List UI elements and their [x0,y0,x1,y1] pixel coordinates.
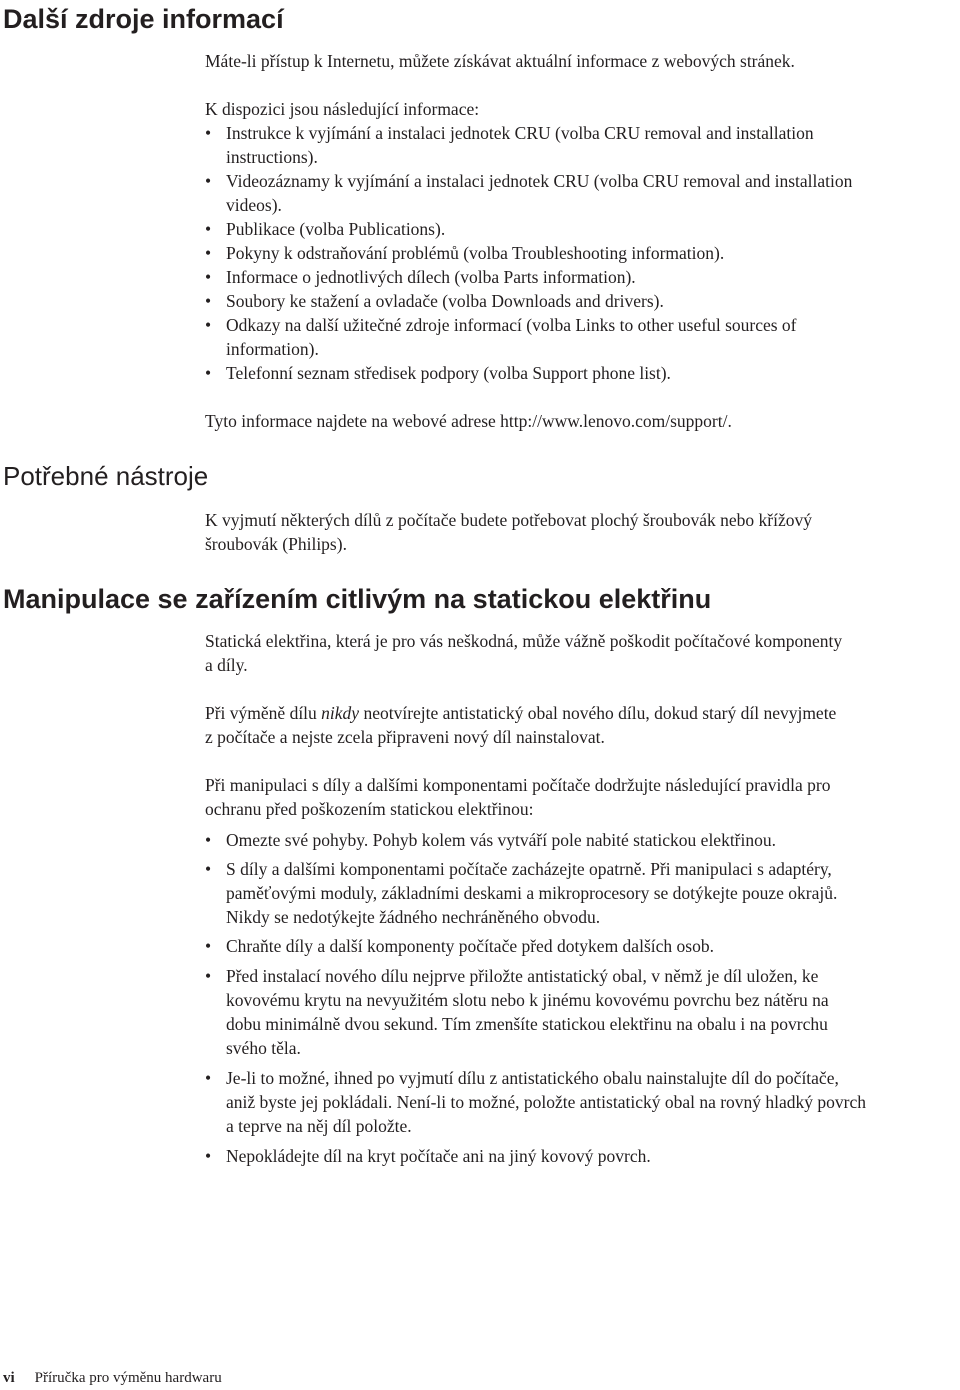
static-paragraph-3: Při manipulaci s díly a dalšími komponentami počítače dodržujte následující pravidla pro ochranu před poškozením statickou elektřinou: [205,775,831,819]
bullet-icon: • [205,123,212,143]
static-paragraph-2: Při výměně dílu nikdy neotvírejte antistatický obal nového dílu, dokud starý díl nevyjmete z počítače a nejste zcela připraveni nový díl nainstalovat. [205,703,837,747]
bullet-icon: • [205,243,212,263]
bullet-icon: • [205,859,212,879]
list-item: • Nepokládejte díl na kryt počítače ani na jiný kovový povrch. [205,1146,651,1166]
bullet-icon: • [205,936,212,956]
list-item: • Videozáznamy k vyjímání a instalaci jednotek CRU (volba CRU removal and installation videos). [205,171,853,215]
list-item: • Omezte své pohyby. Pohyb kolem vás vytváří pole nabité statickou elektřinou. [205,830,776,850]
bullet-icon: • [205,219,212,239]
list-item: • Chraňte díly a další komponenty počítače před dotykem dalších osob. [205,936,714,956]
list-item: • Pokyny k odstraňování problémů (volba Troubleshooting information). [205,243,725,263]
heading-resources: Další zdroje informací [3,4,284,34]
bullet-icon: • [205,171,212,191]
page-footer [3,1368,222,1388]
bullet-icon: • [205,1146,212,1166]
list-item: • Telefonní seznam středisek podpory (volba Support phone list). [205,363,671,383]
tools-text: K vyjmutí některých dílů z počítače budete potřebovat plochý šroubovák nebo křížový šroubovák (Philips). [205,510,812,554]
list-item: • Je-li to možné, ihned po vyjmutí dílu z antistatického obalu nainstalujte díl do počítače, aniž byste jej pokládali. Není-li to možné, položte antistatický obal na rovný hladký povrch a teprve na něj díl položte. [205,1068,867,1136]
list-item: • Instrukce k vyjímání a instalaci jednotek CRU (volba CRU removal and installation instructions). [205,123,814,167]
resources-available: K dispozici jsou následující informace: [205,99,480,119]
list-item: • Publikace (volba Publications). [205,219,446,239]
bullet-icon: • [205,267,212,287]
static-paragraph-1: Statická elektřina, která je pro vás neškodná, může vážně poškodit počítačové komponenty a díly. [205,631,843,675]
resources-intro: Máte-li přístup k Internetu, můžete získávat aktuální informace z webových stránek. [205,51,795,71]
bullet-icon: • [205,363,212,383]
bullet-icon: • [205,1068,212,1088]
bullet-icon: • [205,315,212,335]
list-item: • Informace o jednotlivých dílech (volba Parts information). [205,267,636,287]
bullet-icon: • [205,830,212,850]
heading-static: Manipulace se zařízením citlivým na statickou elektřinu [3,584,712,614]
list-item: • S díly a dalšími komponentami počítače zacházejte opatrně. Při manipulaci s adaptéry, paměťovými moduly, základními deskami a mikroprocesory se dotýkejte pouze okrajů. Nikdy se nedotýkejte žádného nechráněného obvodu. [205,859,838,927]
list-item: • Soubory ke stažení a ovladače (volba Downloads and drivers). [205,291,664,311]
list-item: • Odkazy na další užitečné zdroje informací (volba Links to other useful sources of information). [205,315,797,359]
bullet-icon: • [205,966,212,986]
list-item: • Před instalací nového dílu nejprve přiložte antistatický obal, v němž je díl uložen, ke kovovému krytu na nevyužitém slotu nebo k jinému kovovému povrchu bez nátěru na dobu minimálně dvou sekund. Tím zmenšíte statickou elektřinu na obalu i na povrchu svého těla. [205,966,829,1058]
heading-tools: Potřebné nástroje [3,461,209,491]
manual-title: Příručka pro výměnu hardwaru [34,1370,222,1386]
resources-website: Tyto informace najdete na webové adrese http://www.lenovo.com/support/. [205,411,732,431]
page-number: vi [3,1370,15,1386]
bullet-icon: • [205,291,212,311]
